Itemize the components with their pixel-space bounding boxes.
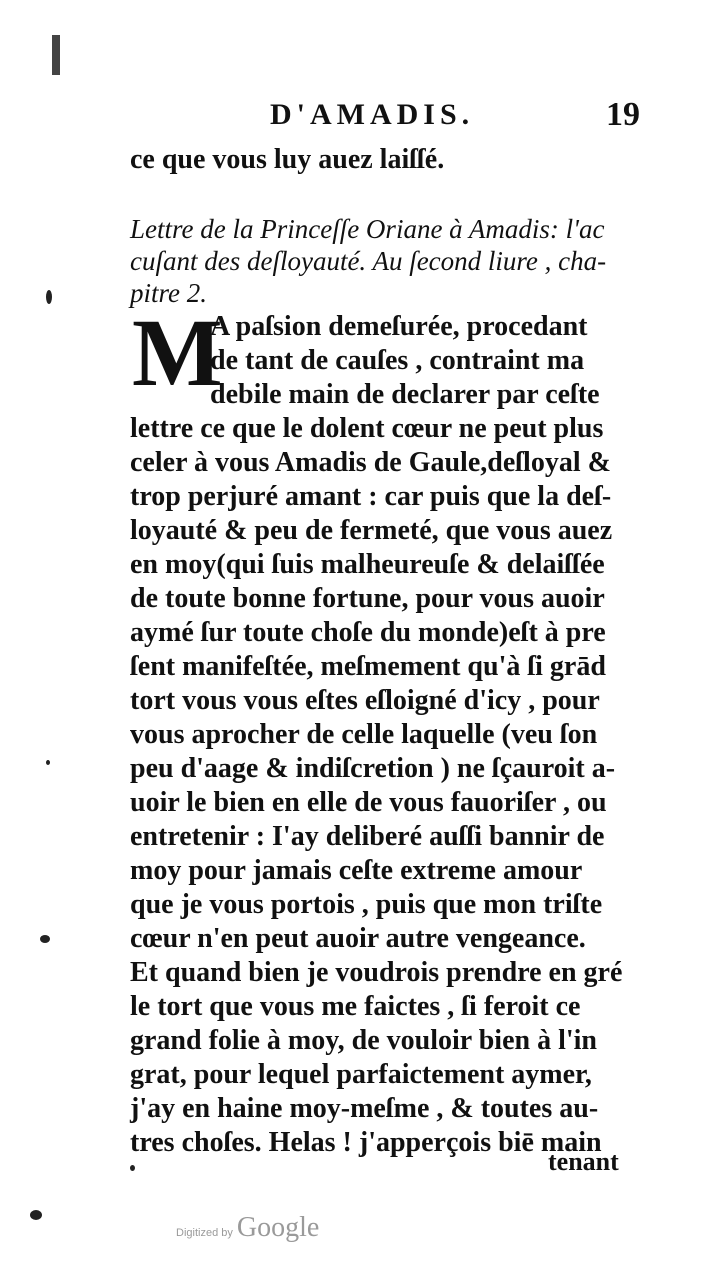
body-line: tort vous vous eſtes eſloigné d'icy , pour (130, 685, 600, 716)
running-head: D'AMADIS. (270, 98, 475, 131)
body-line: vous aprocher de celle laquelle (veu ſon (130, 719, 598, 750)
body-line: lettre ce que le dolent cœur ne peut plus (130, 413, 604, 444)
catchword: tenant (548, 1147, 619, 1176)
google-watermark (176, 1212, 319, 1244)
ink-speck (40, 935, 50, 943)
body-line: que je vous portois , puis que mon triſte (130, 889, 603, 920)
body-line: trop perjuré amant : car puis que la deſ- (130, 481, 612, 512)
body-line: A paſsion demeſurée, procedant (210, 311, 588, 342)
body-line: Et quand bien je voudrois prendre en gré (130, 957, 623, 988)
ink-speck (130, 1165, 135, 1171)
body-line: j'ay en haine moy-meſme , & toutes au- (130, 1093, 599, 1124)
page-number: 19 (606, 96, 640, 133)
body-line: grand folie à moy, de vouloir bien à l'in (130, 1025, 597, 1056)
body-line: cœur n'en peut auoir autre vengeance. (130, 923, 586, 954)
body-line: uoir le bien en elle de vous fauoriſer , ou (130, 787, 607, 818)
body-line: aymé ſur toute choſe du monde)eſt à pre (130, 617, 606, 648)
body-line: tres choſes. Helas ! j'apperçois biē main (130, 1127, 602, 1158)
ink-speck (46, 760, 50, 765)
body-line: de toute bonne fortune, pour vous auoir (130, 583, 605, 614)
letter-title-line: cuſant des deſloyauté. Au ſecond liure , cha- (130, 246, 607, 276)
watermark-prefix: Digitized by (176, 1227, 233, 1239)
letter-title-line: Lettre de la Princeſſe Oriane à Amadis: l'ac (130, 214, 605, 244)
body-line: grat, pour lequel parfaictement aymer, (130, 1059, 592, 1090)
closing-line: ce que vous luy auez laiſſé. (130, 144, 445, 175)
letter-title-line: pitre 2. (130, 278, 207, 308)
body-line: moy pour jamais ceſte extreme amour (130, 855, 583, 886)
drop-cap: M (132, 299, 223, 406)
body-line: de tant de cauſes , contraint ma (210, 345, 585, 376)
ink-speck (30, 1210, 42, 1220)
body-line: debile main de declarer par ceſte (210, 379, 600, 410)
edge-mark (52, 35, 60, 75)
google-logo: Google (236, 1212, 320, 1243)
body-line: en moy(qui ſuis malheureuſe & delaiſſée (130, 549, 605, 580)
body-line: entretenir : I'ay deliberé auſſi bannir de (130, 821, 605, 852)
body-line: peu d'aage & indiſcretion ) ne ſçauroit a- (130, 753, 616, 784)
ink-speck (46, 290, 52, 304)
body-line: le tort que vous me faictes , ſi feroit ce (130, 991, 581, 1022)
body-line: celer à vous Amadis de Gaule,deſloyal & (130, 447, 611, 478)
body-line: loyauté & peu de fermeté, que vous auez (130, 515, 613, 546)
body-line: ſent manifeſtée, meſmement qu'à ſi grād (130, 651, 606, 682)
